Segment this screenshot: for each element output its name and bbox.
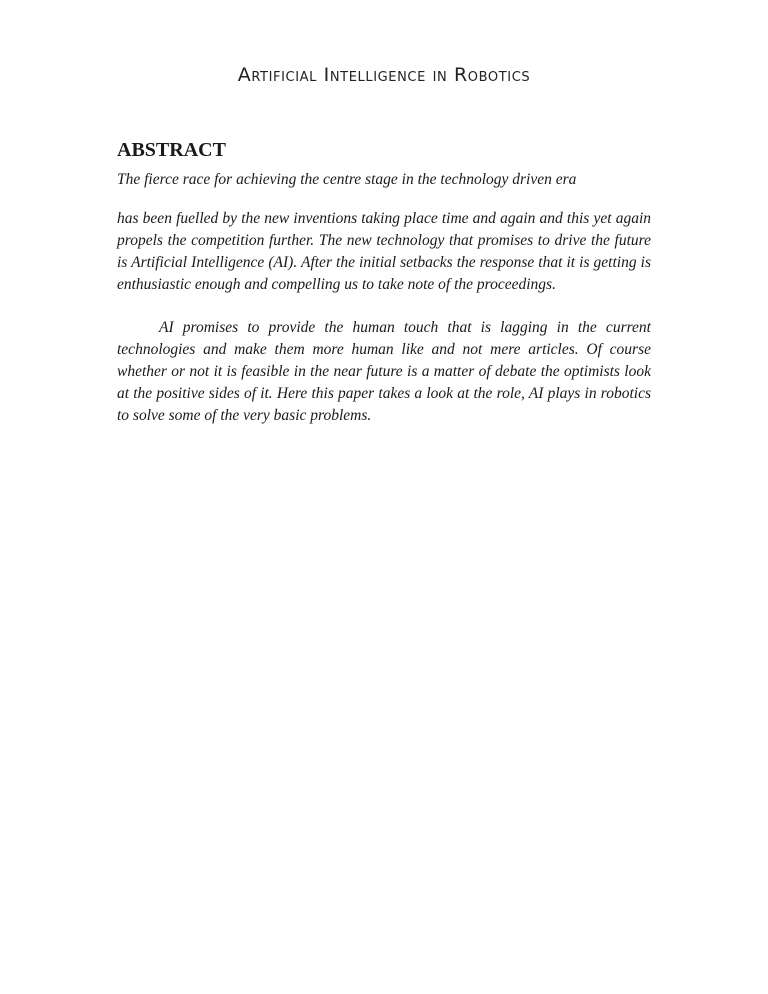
document-title: Artificial Intelligence in Robotics [237,64,531,86]
abstract-lead-line: The fierce race for achieving the centre stage in the technology driven era [117,171,577,188]
abstract-paragraph-1: has been fuelled by the new inventions taking place time and again and this yet again propels the competition further. The new technology that promises to drive the future is Artificial Intelligence (AI). After the initial setbacks the response that it is getting is enthusiastic enough and compelling us to take note of the proceedings. [117,210,651,293]
abstract-paragraph-2: AI promises to provide the human touch that is lagging in the current technologies and make them more human like and not mere articles. Of course whether or not it is feasible in the near future is a matter of debate the optimists look at the positive sides of it. Here this paper takes a look at the role, AI plays in robotics to solve some of the very basic problems. [117,319,651,424]
abstract-heading: ABSTRACT [117,139,226,161]
